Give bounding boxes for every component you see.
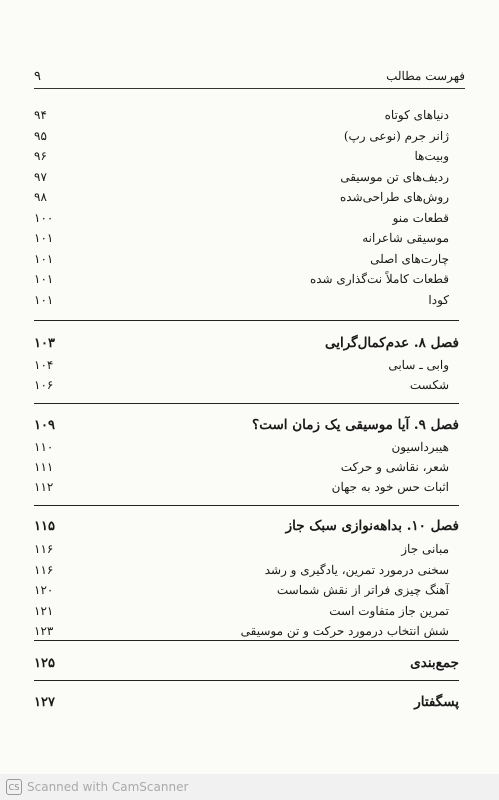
page-number: ۹۸	[34, 190, 47, 204]
page-number: ۱۰۱	[34, 251, 54, 266]
entry-title: اثبات حس خود به جهان	[331, 480, 449, 494]
page-number: ۱۰۴	[34, 358, 54, 372]
toc-entry	[34, 355, 459, 375]
entry-title: چارت‌های اصلی	[370, 251, 449, 266]
page-number: ۱۱۵	[34, 518, 55, 534]
page-number: ۱۰۶	[34, 378, 54, 392]
entry-title: تمرین جاز متفاوت است	[329, 603, 449, 618]
running-header	[34, 66, 465, 86]
toc-entry	[34, 621, 459, 641]
page-number: ۱۲۵	[34, 655, 55, 671]
section-divider	[34, 505, 459, 506]
entry-title: فصل ۹. آیا موسیقی یک زمان است؟	[252, 417, 459, 433]
toc-entry	[34, 269, 459, 289]
page-number: ۱۰۱	[34, 231, 54, 245]
toc-entry	[34, 228, 459, 248]
toc-entry	[34, 146, 459, 166]
toc-entry	[34, 208, 459, 228]
header-title: فهرست مطالب	[386, 69, 465, 83]
entry-title: فصل ۸. عدم‌کمال‌گرایی	[324, 335, 459, 351]
entry-title: هیبرداسیون	[391, 440, 449, 454]
page-number: ۱۰۱	[34, 272, 54, 286]
chapter-entry	[34, 516, 459, 536]
page-number: ۱۱۲	[34, 480, 54, 494]
entry-title: وبیت‌ها	[414, 149, 449, 163]
entry-title: قطعات منو	[392, 210, 449, 225]
toc-entry	[34, 249, 459, 269]
page-number: ۱۲۰	[34, 583, 54, 597]
page-number: ۱۲۱	[34, 603, 54, 618]
toc-entry	[34, 477, 459, 497]
page-number: ۱۰۳	[34, 335, 55, 351]
page-number: ۱۲۷	[34, 694, 55, 710]
entry-title: موسیقی شاعرانه	[362, 231, 449, 245]
toc-entry	[34, 580, 459, 600]
page-number: ۱۱۶	[34, 542, 54, 556]
toc-entry	[34, 375, 459, 395]
toc-entry	[34, 539, 459, 559]
page-number: ۹۶	[34, 149, 47, 163]
chapter-entry	[34, 415, 459, 435]
watermark-text: Scanned with CamScanner	[27, 780, 189, 794]
section-divider	[34, 403, 459, 404]
scanner-watermark	[0, 774, 499, 800]
toc-entry	[34, 457, 459, 477]
entry-title: مبانی جاز	[401, 542, 449, 556]
entry-title: جمع‌بندی	[410, 655, 459, 671]
entry-title: قطعات کاملاً نت‌گذاری شده	[309, 272, 449, 286]
toc-entry	[34, 437, 459, 457]
section-divider	[34, 320, 459, 321]
page-number: ۹۷	[34, 169, 47, 184]
page-number: ۹۵	[34, 128, 47, 143]
header-rule	[34, 88, 465, 89]
entry-title: کودا	[428, 292, 449, 307]
toc-entry	[34, 560, 459, 580]
entry-title: سخنی درمورد تمرین، یادگیری و رشد	[264, 562, 449, 577]
toc-entry	[34, 105, 459, 125]
chapter-entry	[34, 653, 459, 673]
section-divider	[34, 640, 459, 641]
page-number: ۱۰۰	[34, 210, 54, 225]
entry-title: پسگفتار	[414, 694, 459, 710]
toc-entry	[34, 187, 459, 207]
entry-title: شعر، نقاشی و حرکت	[340, 460, 449, 474]
toc-entry	[34, 290, 459, 310]
entry-title: ردیف‌های تن موسیقی	[340, 169, 449, 184]
camscanner-logo-icon: CS	[6, 779, 22, 795]
entry-title: ژانر جرم (نوعی رپ)	[343, 128, 449, 143]
header-page-number: ۹	[34, 68, 41, 84]
entry-title: فصل ۱۰. بداهه‌نوازی سبک جاز	[285, 518, 459, 534]
entry-title: آهنگ چیزی فراتر از نقش شماست	[276, 583, 449, 597]
entry-title: وابی ـ سابی	[388, 358, 449, 372]
chapter-entry	[34, 692, 459, 712]
entry-title: دنیاهای کوتاه	[384, 108, 449, 122]
entry-title: شکست	[409, 378, 449, 392]
section-divider	[34, 680, 459, 681]
page-number: ۱۲۳	[34, 624, 54, 638]
page-number: ۱۱۶	[34, 562, 54, 577]
entry-title: روش‌های طراحی‌شده	[340, 190, 449, 204]
page-number: ۱۰۱	[34, 292, 54, 307]
page-number: ۱۱۰	[34, 440, 54, 454]
page-number: ۱۰۹	[34, 417, 55, 433]
toc-entry	[34, 167, 459, 187]
entry-title: شش انتخاب درمورد حرکت و تن موسیقی	[240, 624, 449, 638]
toc-entry	[34, 601, 459, 621]
page-number: ۱۱۱	[34, 460, 54, 474]
chapter-entry	[34, 333, 459, 353]
toc-entry	[34, 126, 459, 146]
page-number: ۹۴	[34, 108, 47, 122]
